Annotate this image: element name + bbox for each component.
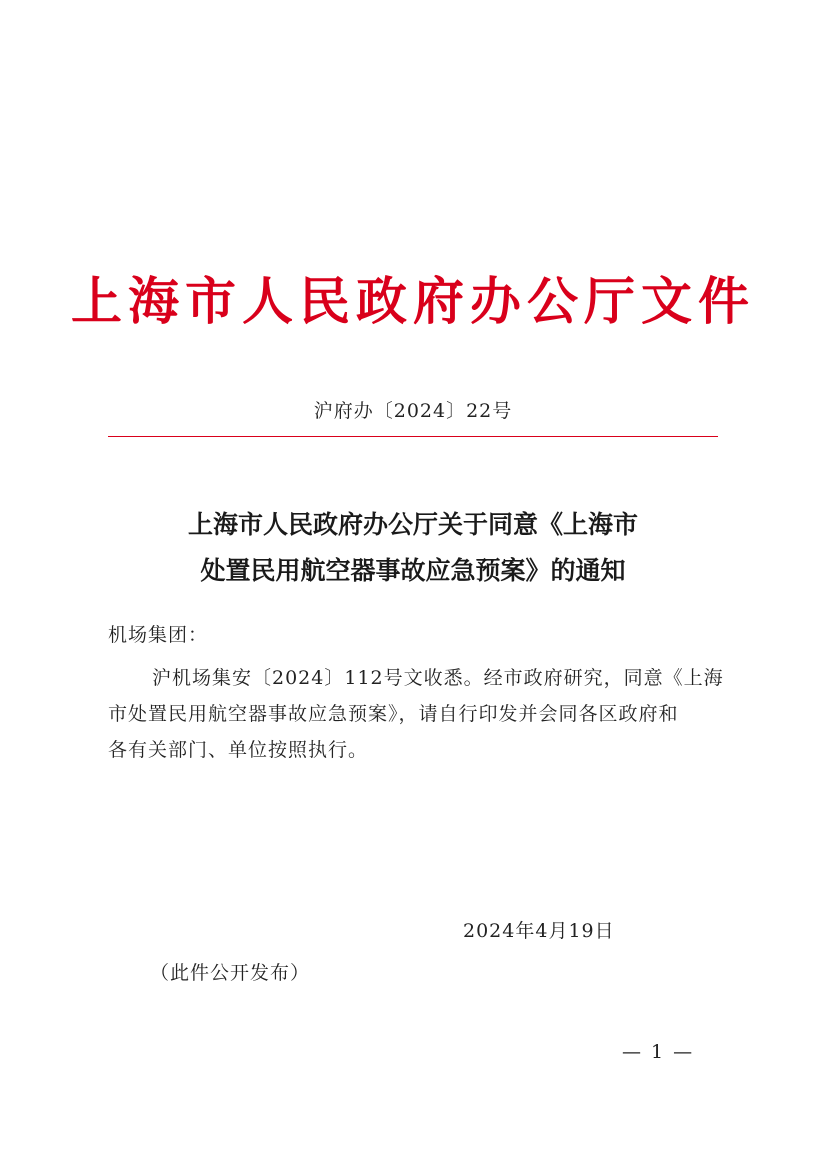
notice-title-line-2: 处置民用航空器事故应急预案》的通知 (200, 556, 626, 585)
body-line-3: 各有关部门、单位按照执行。 (108, 739, 369, 761)
issuer-title: 上海市人民政府办公厅文件 (70, 272, 755, 332)
page-number: — 1 — (622, 1041, 695, 1063)
red-separator-line (108, 436, 718, 437)
body-line-1: 沪机场集安〔2024〕112号文收悉。经市政府研究，同意《上海 (152, 667, 724, 689)
body-line-2: 市处置民用航空器事故应急预案》，请自行印发并会同各区政府和 (108, 703, 679, 725)
notice-title-line-1: 上海市人民政府办公厅关于同意《上海市 (187, 510, 638, 539)
issue-date: 2024年4月19日 (463, 920, 615, 942)
recipient: 机场集团： (108, 624, 209, 646)
document-number: 沪府办〔2024〕22号 (313, 400, 513, 422)
publication-note: （此件公开发布） (150, 962, 311, 984)
notice-title (108, 502, 718, 594)
body-text (108, 660, 724, 768)
